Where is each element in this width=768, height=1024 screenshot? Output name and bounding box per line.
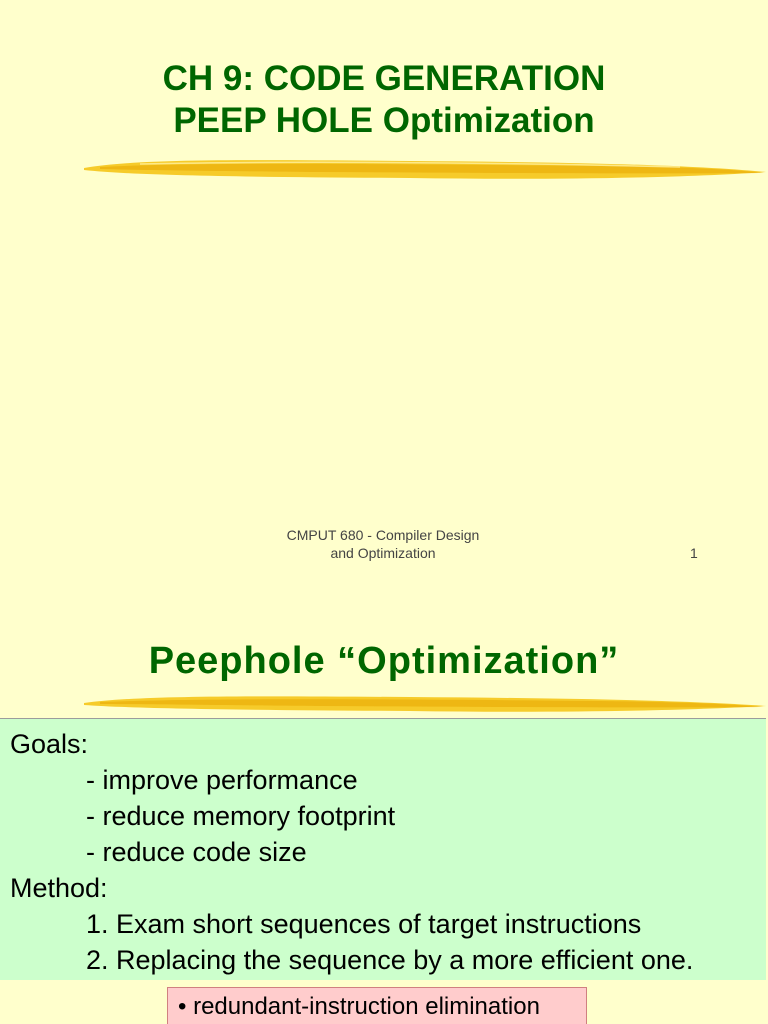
bullet-box bbox=[167, 987, 587, 1024]
goals-heading: Goals: bbox=[10, 729, 89, 759]
bullet-marker: • bbox=[178, 993, 187, 1020]
slide-2-title: Peephole “Optimization” bbox=[148, 640, 620, 682]
goal-item: - reduce memory footprint bbox=[86, 801, 396, 831]
goals-method-box bbox=[0, 718, 766, 980]
bullet-item bbox=[178, 993, 540, 1021]
title-line-2: PEEP HOLE Optimization bbox=[173, 101, 595, 140]
goal-item: - reduce code size bbox=[86, 837, 307, 867]
title-underline-stroke-2 bbox=[80, 690, 768, 718]
slide-footer bbox=[258, 526, 508, 562]
footer-line-1: CMPUT 680 - Compiler Design bbox=[286, 527, 480, 543]
method-step: 2. Replacing the sequence by a more efficient one. bbox=[86, 945, 694, 975]
method-step: 1. Exam short sequences of target instructions bbox=[86, 909, 642, 939]
slide-1-title bbox=[0, 58, 768, 142]
bullet-text: redundant-instruction elimination bbox=[193, 993, 540, 1020]
footer-line-2: and Optimization bbox=[330, 545, 436, 561]
goal-item: - improve performance bbox=[86, 765, 358, 795]
title-line-1: CH 9: CODE GENERATION bbox=[162, 59, 606, 98]
method-heading: Method: bbox=[10, 873, 108, 903]
page-number: 1 bbox=[690, 545, 698, 561]
title-underline-stroke bbox=[80, 152, 768, 186]
